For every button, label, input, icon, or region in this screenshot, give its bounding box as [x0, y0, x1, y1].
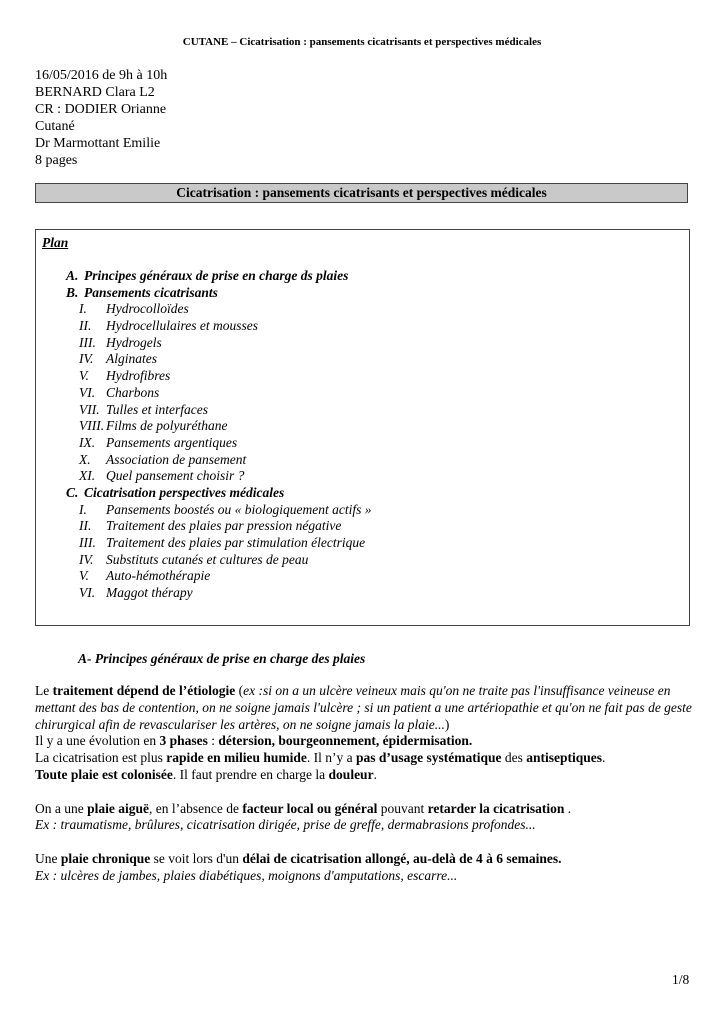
- plan-box: [35, 229, 690, 626]
- plan-item-number: I.: [79, 501, 87, 517]
- plan-item-number: III.: [79, 535, 96, 550]
- plan-item-label: Traitement des plaies par pression négative: [106, 518, 342, 534]
- plan-item-number: XI.: [79, 468, 96, 484]
- text-run: se voit lors d'un: [150, 850, 243, 866]
- plan-item-number: I.: [79, 301, 87, 317]
- plan-item-label: Charbons: [106, 384, 160, 400]
- text-run: . Il n’y a: [306, 750, 356, 766]
- plan-item-number: III.: [79, 334, 96, 350]
- paragraph-gap: [35, 834, 695, 851]
- plan-section-label: Cicatrisation perspectives médicales: [84, 484, 285, 500]
- paragraph-plaie-aigue: [35, 801, 695, 818]
- meta-author: BERNARD Clara L2: [35, 85, 155, 100]
- text-run: ): [444, 716, 450, 732]
- paragraph-plaie-chronique: [35, 851, 695, 868]
- text-run: .: [602, 750, 606, 766]
- bold-run: douleur: [328, 766, 374, 782]
- plan-item-label: Substituts cutanés et cultures de peau: [106, 551, 309, 567]
- text-run: On a une: [35, 800, 88, 816]
- bold-run: facteur local ou général: [242, 800, 378, 816]
- plan-item-label: Hydrofibres: [106, 368, 171, 384]
- document-header: CUTANE – Cicatrisation : pansements cicatrisants et perspectives médicales: [182, 36, 542, 48]
- text-run: :: [207, 733, 219, 749]
- plan-item-number: II.: [79, 318, 92, 334]
- bold-run: traitement dépend de l’étiologie: [52, 683, 236, 698]
- italic-run: ex :si on a un ulcère veineux mais qu'on ne traite pas l'insuffisance veineuse en mettant des bas de contention, on ne soigne jamais l'ulcère ; si un patient a une artériopathie et qu'on ne fait pas de geste chirurgical afin de revasculariser les artères, on ne soigne jamais la plaie...: [35, 683, 692, 732]
- bold-run: retarder la cicatrisation: [427, 800, 565, 816]
- course-title-box: Cicatrisation : pansements cicatrisants et perspectives médicales: [35, 183, 688, 203]
- paragraph-etiologie: [35, 683, 695, 733]
- text-run: La cicatrisation est plus: [35, 750, 167, 766]
- bold-run: 3 phases: [159, 733, 208, 749]
- plan-section-letter: A.: [66, 268, 79, 283]
- section-a-body: [35, 683, 695, 885]
- plan-section-label: Pansements cicatrisants: [84, 284, 218, 300]
- plan-item-label: Pansements boostés ou « biologiquement actifs »: [106, 501, 372, 517]
- plan-item-label: Maggot thérapy: [106, 585, 193, 601]
- plan-item-number: V.: [79, 368, 89, 384]
- plan-item-number: IX.: [79, 434, 96, 450]
- plan-item-label: Hydrocolloïdes: [106, 301, 189, 317]
- bold-run: rapide en milieu humide: [166, 750, 307, 766]
- plan-item-number: VII.: [79, 401, 100, 417]
- plan-item-number: X.: [79, 451, 91, 467]
- example-plaie-chronique: Ex : ulcères de jambes, plaies diabétiques, moignons d'amputations, escarre...: [35, 867, 458, 883]
- plan-item-label: Hydrocellulaires et mousses: [106, 318, 258, 334]
- plan-title: Plan: [42, 235, 69, 250]
- plan-section-label: Principes généraux de prise en charge ds plaies: [84, 268, 349, 283]
- text-run: Le: [35, 683, 53, 698]
- text-run: .: [373, 766, 377, 782]
- plan-item-label: Alginates: [106, 351, 157, 367]
- meta-teacher: Dr Marmottant Emilie: [35, 136, 161, 151]
- plan-item-label: Films de polyuréthane: [106, 418, 228, 434]
- paragraph-colonisee: [35, 767, 695, 784]
- plan-item-number: IV.: [79, 551, 94, 567]
- plan-item-number: II.: [79, 518, 92, 534]
- bold-run: antiseptiques: [526, 750, 603, 766]
- text-run: (: [235, 683, 244, 698]
- plan-item-number: IV.: [79, 351, 94, 367]
- page-number: 1/8: [672, 972, 690, 987]
- meta-pages: 8 pages: [35, 153, 78, 168]
- text-run: , en l’absence de: [149, 800, 243, 816]
- paragraph-milieu-humide: [35, 750, 695, 767]
- text-run: Une: [35, 850, 61, 866]
- plan-item-label: Association de pansement: [106, 451, 247, 467]
- example-plaie-aigue: Ex : traumatisme, brûlures, cicatrisation dirigée, prise de greffe, dermabrasions profondes...: [35, 817, 536, 833]
- plan-item-label: Quel pansement choisir ?: [106, 468, 245, 484]
- meta-module: Cutané: [35, 119, 75, 134]
- plan-item-number: VIII.: [79, 418, 105, 434]
- bold-run: plaie aiguë: [87, 800, 149, 816]
- bold-run: délai de cicatrisation allongé, au-delà de 4 à 6 semaines.: [242, 850, 562, 866]
- text-run: . Il faut prendre en charge la: [172, 766, 329, 782]
- text-run: pouvant: [377, 800, 428, 816]
- meta-reviewer: CR : DODIER Orianne: [35, 102, 167, 117]
- plan-item-number: V.: [79, 568, 89, 584]
- bold-run: Toute plaie est colonisée: [35, 766, 173, 782]
- plan-item-label: Tulles et interfaces: [106, 401, 208, 417]
- plan-item-label: Traitement des plaies par stimulation électrique: [106, 535, 366, 550]
- bold-run: plaie chronique: [60, 850, 151, 866]
- text-run: .: [564, 800, 572, 816]
- plan-section-letter: C.: [66, 484, 79, 500]
- plan-item-number: VI.: [79, 384, 96, 400]
- paragraph-phases: [35, 733, 695, 750]
- text-run: des: [501, 750, 527, 766]
- text-run: Il y a une évolution en: [35, 733, 160, 749]
- bold-run: pas d’usage systématique: [355, 750, 502, 766]
- paragraph-gap: [35, 784, 695, 801]
- plan-section-letter: B.: [66, 284, 79, 300]
- bold-run: détersion, bourgeonnement, épidermisation.: [218, 733, 473, 749]
- plan-item-label: Auto-hémothérapie: [106, 568, 211, 584]
- document-meta: [35, 67, 167, 169]
- meta-date: 16/05/2016 de 9h à 10h: [35, 68, 168, 83]
- plan-item-number: VI.: [79, 585, 96, 601]
- plan-item-label: Pansements argentiques: [106, 434, 238, 450]
- section-a-heading: A- Principes généraux de prise en charge des plaies: [78, 651, 366, 666]
- plan-item-label: Hydrogels: [106, 334, 162, 350]
